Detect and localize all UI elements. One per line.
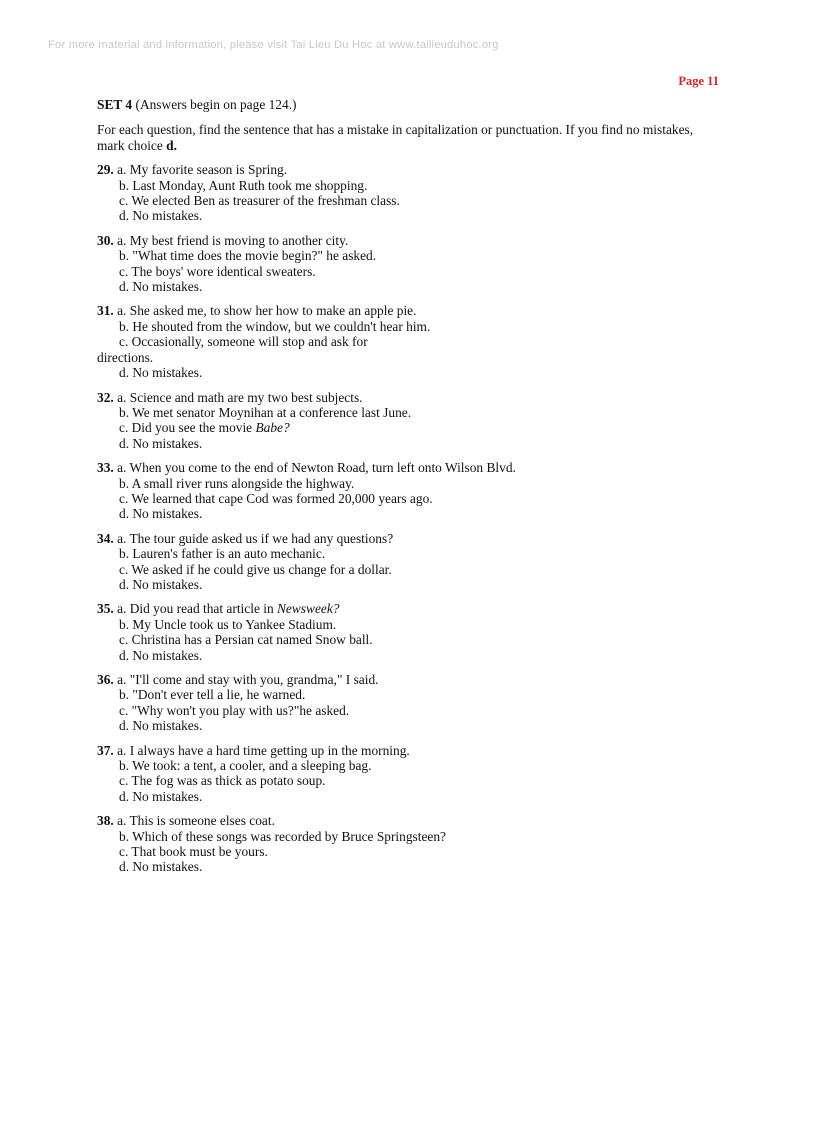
choice-a: a. When you come to the end of Newton Road, turn left onto Wilson Blvd.: [117, 460, 516, 476]
question-29: [97, 162, 717, 224]
choice-d: d. No mistakes.: [119, 365, 203, 381]
choice-c-text: c. Did you see the movie: [119, 420, 256, 436]
choice-a: a. I always have a hard time getting up in the morning.: [117, 742, 410, 758]
choice-c-continued: directions.: [97, 349, 154, 365]
choice-b: b. We took: a tent, a cooler, and a sleeping bag.: [119, 758, 372, 774]
choice-a-title: Newsweek?: [277, 601, 340, 617]
choice-c: c. The boys' wore identical sweaters.: [119, 263, 316, 279]
choice-c: [97, 420, 717, 435]
choice-c: c. That book must be yours.: [119, 844, 268, 860]
choice-c: c. Occasionally, someone will stop and ask for: [119, 334, 368, 350]
instructions-choice: d.: [166, 137, 177, 153]
question-30: [97, 233, 717, 295]
choice-c: c. Christina has a Persian cat named Snow ball.: [119, 632, 373, 648]
question-number: 37.: [97, 742, 114, 758]
choice-d: d. No mistakes.: [119, 576, 203, 592]
choice-d: d. No mistakes.: [119, 208, 203, 224]
question-number: 33.: [97, 460, 114, 476]
document-body: [97, 97, 717, 884]
choice-a-text: a. Did you read that article in: [117, 601, 277, 617]
choice-c: c. "Why won't you play with us?"he asked.: [119, 702, 350, 718]
choice-c: c. We elected Ben as treasurer of the freshman class.: [119, 193, 400, 209]
question-number: 31.: [97, 303, 114, 319]
question-36: [97, 672, 717, 734]
choice-d: d. No mistakes.: [119, 435, 203, 451]
choice-d: d. No mistakes.: [119, 788, 203, 804]
choice-c: c. The fog was as thick as potato soup.: [119, 773, 326, 789]
choice-d: d. No mistakes.: [119, 859, 203, 875]
choice-b: b. Lauren's father is an auto mechanic.: [119, 546, 326, 562]
set-note: (Answers begin on page 124.): [135, 97, 297, 112]
question-number: 38.: [97, 813, 114, 829]
question-32: [97, 390, 717, 452]
question-number: 30.: [97, 232, 114, 248]
page-number: Page 11: [678, 74, 719, 88]
question-31: [97, 303, 717, 380]
choice-b: b. Last Monday, Aunt Ruth took me shopping.: [119, 177, 368, 193]
choice-b: b. We met senator Moynihan at a conference last June.: [119, 404, 412, 420]
question-number: 36.: [97, 672, 114, 687]
choice-c: c. We learned that cape Cod was formed 20,000 years ago.: [119, 490, 433, 506]
choice-b: b. My Uncle took us to Yankee Stadium.: [119, 616, 337, 632]
choice-a: a. "I'll come and stay with you, grandma," I said.: [117, 672, 379, 687]
choice-a: a. This is someone elses coat.: [117, 813, 275, 829]
set-heading: [97, 97, 717, 112]
set-label: SET 4: [97, 97, 133, 112]
choice-b: b. A small river runs alongside the highway.: [119, 475, 355, 491]
question-number: 35.: [97, 601, 114, 617]
question-33: [97, 460, 717, 522]
choice-a: a. The tour guide asked us if we had any questions?: [117, 530, 394, 546]
question-number: 32.: [97, 389, 114, 405]
choice-d: d. No mistakes.: [119, 506, 203, 522]
choice-a: a. Science and math are my two best subjects.: [117, 389, 363, 405]
choice-d: d. No mistakes.: [119, 647, 203, 663]
choice-a: a. She asked me, to show her how to make an apple pie.: [117, 303, 417, 319]
choice-d: d. No mistakes.: [119, 718, 203, 734]
question-number: 29.: [97, 162, 114, 178]
choice-c-title: Babe?: [255, 420, 290, 436]
question-38: [97, 813, 717, 875]
instructions: [97, 122, 717, 153]
question-number: 34.: [97, 530, 114, 546]
question-34: [97, 531, 717, 593]
choice-d: d. No mistakes.: [119, 279, 203, 295]
question-37: [97, 743, 717, 805]
choice-b: b. Which of these songs was recorded by Bruce Springsteen?: [119, 828, 446, 844]
choice-a: a. My favorite season is Spring.: [117, 162, 288, 178]
question-35: [97, 601, 717, 663]
watermark-text: For more material and information, please visit Tai Lieu Du Hoc at www.tailieuduhoc.org: [48, 39, 499, 51]
choice-a: a. My best friend is moving to another city.: [117, 232, 349, 248]
choice-b: b. "What time does the movie begin?" he asked.: [119, 248, 377, 264]
choice-c: c. We asked if he could give us change for a dollar.: [119, 561, 392, 577]
instructions-text: For each question, find the sentence that has a mistake in capitalization or punctuation. If you find no mistakes, mark choice: [97, 122, 694, 153]
choice-b: b. He shouted from the window, but we couldn't hear him.: [119, 318, 431, 334]
choice-b: b. "Don't ever tell a lie, he warned.: [119, 687, 306, 703]
